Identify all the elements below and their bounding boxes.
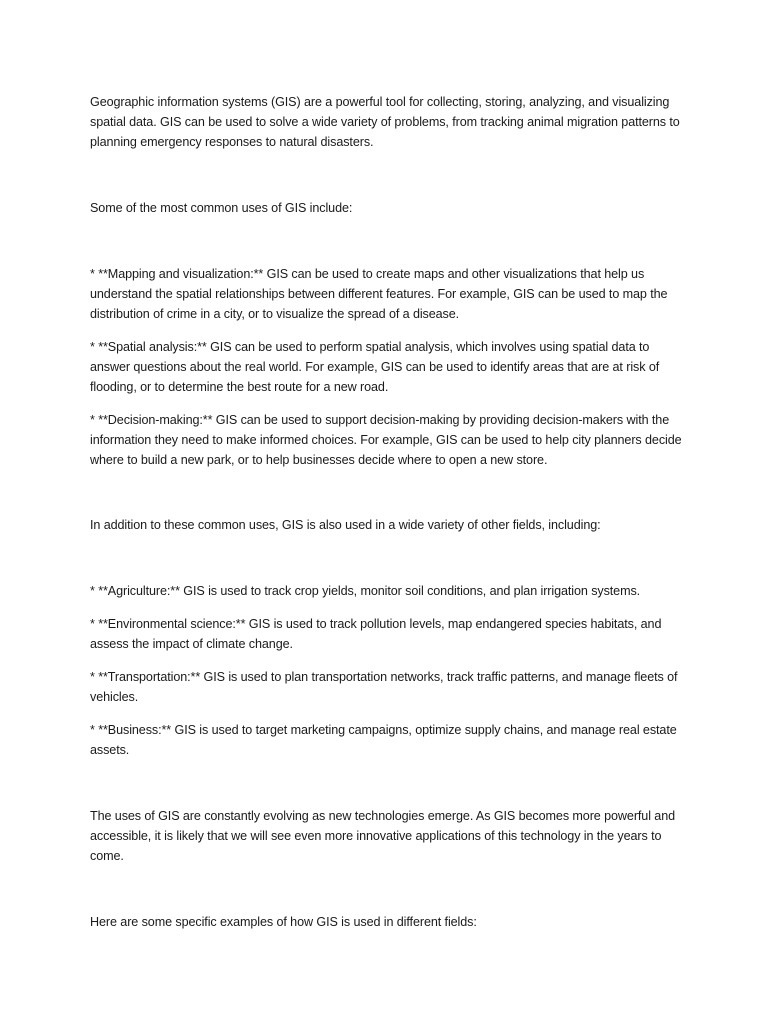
examples-lead: Here are some specific examples of how GIS is used in different fields: — [90, 915, 477, 929]
list-item-transportation: * **Transportation:** GIS is used to plan transportation networks, track traffic patterns, and manage fleets of vehicles. — [90, 670, 678, 704]
list-item-business: * **Business:** GIS is used to target marketing campaigns, optimize supply chains, and manage real estate assets. — [90, 723, 677, 757]
list-item-spatial-analysis: * **Spatial analysis:** GIS can be used to perform spatial analysis, which involves using spatial data to answer questions about the real world. For example, GIS can be used to identify areas that are at risk of flooding, or to determine the best route for a new road. — [90, 340, 660, 394]
list-item-environmental-science: * **Environmental science:** GIS is used to track pollution levels, map endangered species habitats, and assess the impact of climate change. — [90, 617, 662, 651]
intro-paragraph: Geographic information systems (GIS) are a powerful tool for collecting, storing, analyzing, and visualizing spatial data. GIS can be used to solve a wide variety of problems, from tracking animal migration patterns to planning emergency responses to natural disasters. — [90, 95, 680, 149]
list-item-decision-making: * **Decision-making:** GIS can be used to support decision-making by providing decision-makers with the information they need to make informed choices. For example, GIS can be used to help city planners decide where to build a new park, or to help businesses decide where to open a new store. — [90, 413, 682, 467]
list-item-mapping: * **Mapping and visualization:** GIS can be used to create maps and other visualizations that help us understand the spatial relationships between different features. For example, GIS can be used to map the distribution of crime in a city, or to visualize the spread of a disease. — [90, 267, 668, 321]
other-fields-lead: In addition to these common uses, GIS is also used in a wide variety of other fields, including: — [90, 518, 601, 532]
common-uses-lead: Some of the most common uses of GIS include: — [90, 201, 353, 215]
list-item-agriculture: * **Agriculture:** GIS is used to track crop yields, monitor soil conditions, and plan irrigation systems. — [90, 584, 641, 598]
evolving-paragraph: The uses of GIS are constantly evolving as new technologies emerge. As GIS becomes more powerful and accessible, it is likely that we will see even more innovative applications of this technology in the years to come. — [90, 809, 676, 863]
